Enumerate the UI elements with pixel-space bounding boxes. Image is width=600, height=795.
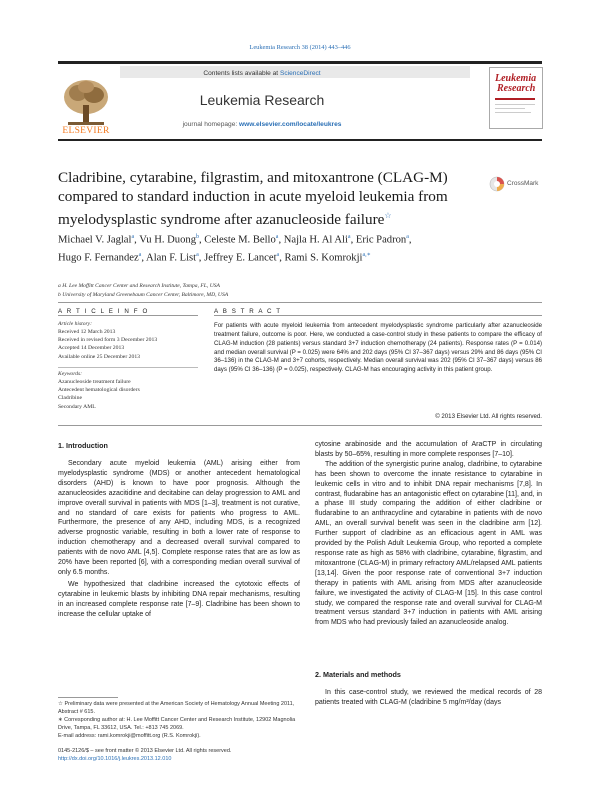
methods-column <box>315 688 542 708</box>
keyword: Secondary AML <box>58 403 96 410</box>
author[interactable]: Alan F. List <box>146 252 197 264</box>
author-affiliation-marker[interactable]: a <box>276 251 280 258</box>
body-top-rule <box>58 425 542 426</box>
title-footnote-marker[interactable]: ☆ <box>384 211 392 220</box>
journal-homepage <box>62 121 462 128</box>
author[interactable]: Hugo F. Fernandez <box>58 252 139 264</box>
footnote-corresponding: ∗ Corresponding author at: H. Lee Moffitt Cancer Center and Research Institute, 12902 Magnolia Drive, Tampa, FL 33612, USA. Tel.: +813 745 2069. <box>58 717 296 732</box>
history-revised: Received in revised form 3 December 2013 <box>58 337 158 344</box>
homepage-label: journal homepage: <box>182 121 240 128</box>
elsevier-wordmark: ELSEVIER <box>62 126 110 136</box>
author-affiliation-marker[interactable]: a <box>347 234 351 240</box>
methods-heading: 2. Materials and methods <box>315 670 401 679</box>
history-received: Received 12 March 2013 <box>58 329 116 335</box>
cover-line <box>495 108 525 109</box>
header-top-rule <box>58 61 542 64</box>
author-affiliation-marker[interactable]: a <box>275 234 279 240</box>
abstract-rule <box>214 315 542 316</box>
author-line-2: Hugo F. Fernandez$^a$, Alan F. List$^a$, Jeffrey E. Lancet$^a$, Rami S. Komrokji$^{a,∗}$ <box>58 251 371 264</box>
keyword: Cladribine <box>58 395 83 402</box>
abstract-text: For patients with acute myeloid leukemia from antecedent myelodysplastic syndrome particularly after azanucleoside treatment failure, outcome is poor. Here, we conducted a case-control study in these patients to compare the efficacy of CLAG-M induction (28 patients) versus standard 3+7 induction chemotherapy (24 patients). Response rates (P = 0.014) and median overall survival (P = 0.025) were 64% and 202 days (95% CI 37–367 days) versus 29% and 86 days (95% CI 36–136) in the CLAG-M and 3+7 cohorts, respectively. Median overall survival was 202 (95% CI 37–367 days) versus 86 days (95% CI 36–136) (P = 0.025), respectively. CLAG-M has encouraging activity in this patient group. <box>214 322 542 374</box>
left-column <box>58 459 300 620</box>
page-footer <box>58 747 358 763</box>
author-list <box>58 230 478 265</box>
footer-issn: 0145-2126/$ – see front matter © 2013 Elsevier Ltd. All rights reserved. <box>58 748 232 754</box>
footer-doi-link[interactable]: http://dx.doi.org/10.1016/j.leukres.2013.12.010 <box>58 756 172 763</box>
intro-paragraph-1: Secondary acute myeloid leukemia (AML) arising either from myelodysplastic syndrome (MDS) or another antecedent hematological disorders (AHD) is known to have poor prognosis. Although the azanucleosides azacitidine and decitabine can delay progression to AML and improve overall survival in patients with MDS [1–3], treatment is not curative, and no standard of care exists for patients who progress to AML. Furthermore, the presence of any AHD, including MDS, is a recognized adverse prognostic variable, resulting in both a lower rate of response to induction chemotherapy and a decreased overall survival compared to patients with de novo AML [4,5]. Complete response rates that are as low as 20% have been reported [6], with a corresponding median overall survival of only 6.5 months. <box>58 460 300 576</box>
crossmark-label: CrossMark <box>507 180 539 187</box>
abstract-copyright: © 2013 Elsevier Ltd. All rights reserved. <box>435 413 542 420</box>
footnote-presentation: ☆ Preliminary data were presented at the American Society of Hematology Annual Meeting 2011, Abstract # 615. <box>58 701 295 716</box>
right-paragraph-2: The addition of the synergistic purine analog, cladribine, to cytarabine has been shown to overcome the innate resistance to cytarabine in leukemic cells in vitro and to inhibit DNA repair mechanisms [7,8]. In contrast, fludarabine has an antagonistic effect on cytarabine [11], and, in a phase III study comparing the addition of either cladribine or fludarabine to an anthracycline and cytarabine in patients with de novo AML, an overall survival benefit was seen in the cladribine arm [12]. Further support of cladribine as an efficacious agent in AML was provided by the Polish Adult Leukemia Group, who reported a complete response rate as high as 58% with cladribine, cytarabine, filgrastim, and mitoxantrone (CLAG-M) in primary refractory AML/relapsed AML patients [13,14]. Given the poor response rate of conventional 3+7 induction therapy in patients with AML arising from MDS after azanucleoside failure, we investigated the activity of CLAG-M [15]. In this case control study, we compared the response rate and overall survival for CLAG-M treatment versus standard 3+7 induction in patients with AML arising from MDS who had previously failed an azanucleoside analog. <box>315 460 542 627</box>
cover-line <box>495 104 535 105</box>
author[interactable]: Eric Padron <box>355 234 407 246</box>
info-top-rule <box>58 302 542 303</box>
contents-prefix: Contents lists available at <box>203 70 280 77</box>
author[interactable]: Michael V. Jaglal <box>58 234 132 246</box>
article-history <box>58 320 208 361</box>
affiliations <box>58 282 478 299</box>
sciencedirect-link[interactable]: ScienceDirect <box>279 70 321 77</box>
intro-paragraph-2: We hypothesized that cladribine increased the cytotoxic effects of cytarabine in leukemic blasts by inhibiting DNA repair mechanisms, resulting in an increased complete response rate [7–9]. Cladribine has been shown to increase the cellular uptake of <box>58 580 300 618</box>
author-affiliation-marker[interactable]: a <box>131 234 135 240</box>
author[interactable]: Vu H. Duong <box>139 234 196 246</box>
author-affiliation-marker[interactable]: a <box>196 251 199 258</box>
keywords-rule <box>58 367 198 368</box>
homepage-link[interactable]: www.elsevier.com/locate/leukres <box>239 121 342 128</box>
methods-paragraph-1: In this case-control study, we reviewed the medical records of 28 patients treated with CLAG-M (cladribine 5 mg/m²/day (days <box>315 689 542 706</box>
keyword: Antecedent hematological disorders <box>58 387 140 394</box>
cover-title-line-1: Leukemia <box>495 73 537 84</box>
keywords-label: Keywords: <box>58 371 83 377</box>
introduction-heading: 1. Introduction <box>58 441 108 450</box>
crossmark-icon <box>489 176 505 192</box>
affiliation: b University of Maryland Greenebaum Cancer Center, Baltimore, MD, USA <box>58 291 229 298</box>
author-line-1: Michael V. Jaglal$^a$, Vu H. Duong$^b$, Celeste M. Bello$^a$, Najla H. Al Ali$^a$, Eric Padron$^a$, <box>58 234 412 246</box>
affiliation: a H. Lee Moffitt Cancer Center and Research Institute, Tampa, FL, USA <box>58 283 220 289</box>
history-online: Available online 25 December 2013 <box>58 353 141 360</box>
footnote-email[interactable]: E-mail address: rami.komrokji@moffitt.org (R.S. Komrokji). <box>58 733 201 740</box>
author[interactable]: Najla H. Al Ali <box>283 234 348 246</box>
cover-line <box>495 112 531 113</box>
author[interactable]: Rami S. Komrokji <box>284 252 363 264</box>
author-affiliation-marker[interactable]: b <box>196 234 199 240</box>
journal-reference[interactable]: Leukemia Research 38 (2014) 443–446 <box>249 44 351 51</box>
history-accepted: Accepted 14 December 2013 <box>58 345 125 352</box>
article-title <box>58 168 478 229</box>
author[interactable]: Jeffrey E. Lancet <box>204 252 277 264</box>
header-bottom-rule <box>58 139 542 141</box>
author-affiliation-marker[interactable]: a <box>138 251 142 258</box>
keyword: Azanucleoside treatment failure <box>58 379 131 385</box>
contents-line <box>62 70 462 77</box>
crossmark-button[interactable] <box>489 176 549 192</box>
right-paragraph-1: cytosine arabinoside and the accumulation of AraCTP in circulating blasts by 50–65%, resulting in more complete responses [7–10]. <box>315 441 542 458</box>
article-title-text: Cladribine, cytarabine, filgrastim, and mitoxantrone (CLAG-M) compared to standard induction in acute myeloid leukemia from myelodysplastic syndrome after azanucleoside failure <box>58 169 448 229</box>
article-info-label: A R T I C L E I N F O <box>58 308 149 315</box>
journal-cover-thumbnail[interactable] <box>489 67 543 129</box>
journal-name: Leukemia Research <box>199 92 325 108</box>
cover-title-line-2: Research <box>497 83 536 94</box>
abstract-label: A B S T R A C T <box>214 308 282 315</box>
footnote-rule <box>58 697 118 698</box>
author-affiliation-marker[interactable]: a,∗ <box>362 251 371 258</box>
right-column <box>315 440 542 628</box>
author[interactable]: Celeste M. Bello <box>204 234 276 246</box>
author-affiliation-marker[interactable]: a <box>406 234 409 240</box>
keywords <box>58 370 208 411</box>
history-label: Article history: <box>58 321 93 327</box>
footnotes <box>58 700 300 740</box>
cover-rule <box>495 98 535 100</box>
article-info-rule <box>58 315 198 316</box>
